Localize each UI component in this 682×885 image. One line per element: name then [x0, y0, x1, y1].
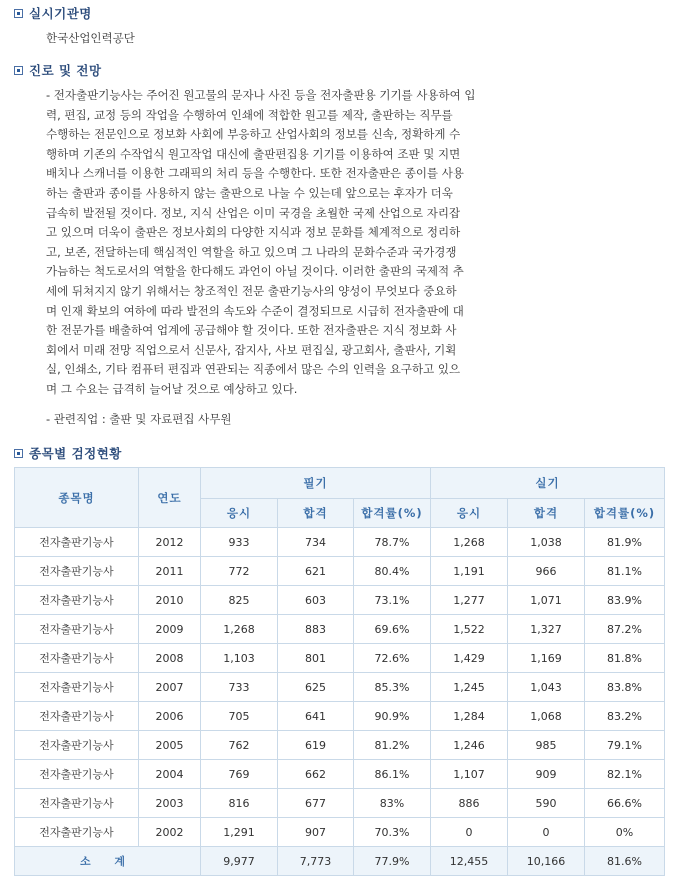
cell-name: 전자출판기능사 [15, 789, 139, 818]
cell-written-rate: 86.1% [354, 760, 431, 789]
career-text-line: 력, 편집, 교정 등의 작업을 수행하여 인쇄에 적합한 원고를 제작, 출판하는 직무를 [46, 107, 453, 122]
header-written: 필기 [201, 468, 431, 499]
cell-practical-rate: 81.8% [585, 644, 665, 673]
cell-practical-rate: 79.1% [585, 731, 665, 760]
cell-practical-passed: 1,068 [508, 702, 585, 731]
cell-year: 2012 [139, 528, 201, 557]
cell-practical-passed: 909 [508, 760, 585, 789]
total-row [15, 847, 665, 876]
cell-written-rate: 90.9% [354, 702, 431, 731]
cell-practical-applicants: 1,191 [431, 557, 508, 586]
cell-written-rate: 83% [354, 789, 431, 818]
career-text-line: 고 있으며 더욱이 출판은 정보사회의 다양한 지식과 정보 문화를 체계적으로 정리하 [46, 225, 461, 240]
cell-year: 2005 [139, 731, 201, 760]
exam-stats-table [14, 467, 665, 876]
header-practical-applicants: 응시 [431, 499, 508, 528]
career-text-line: - 전자출판기능사는 주어진 원고물의 문자나 사진 등을 전자출판용 기기를 사용하여 입 [46, 88, 476, 102]
cell-name: 전자출판기능사 [15, 702, 139, 731]
cell-practical-passed: 590 [508, 789, 585, 818]
total-practical-applicants: 12,455 [431, 847, 508, 876]
cell-practical-passed: 1,327 [508, 615, 585, 644]
cell-practical-applicants: 1,277 [431, 586, 508, 615]
header-written-rate: 합격률(%) [354, 499, 431, 528]
institution-heading [14, 4, 92, 22]
cell-practical-rate: 83.2% [585, 702, 665, 731]
square-bullet-icon [14, 66, 23, 75]
cell-year: 2007 [139, 673, 201, 702]
cell-written-applicants: 733 [201, 673, 278, 702]
cell-practical-passed: 1,038 [508, 528, 585, 557]
cell-written-rate: 85.3% [354, 673, 431, 702]
cell-name: 전자출판기능사 [15, 673, 139, 702]
cell-practical-applicants: 1,284 [431, 702, 508, 731]
cell-written-rate: 72.6% [354, 644, 431, 673]
cell-written-rate: 70.3% [354, 818, 431, 847]
career-text-line: 수행하는 전문인으로 정보화 사회에 부응하고 산업사회의 정보를 신속, 정확하게 수 [46, 127, 461, 142]
square-bullet-icon [14, 9, 23, 18]
cell-practical-passed: 1,071 [508, 586, 585, 615]
career-text-line: 가늠하는 척도로서의 역할을 한다해도 과언이 아닐 것이다. 이러한 출판의 국제적 추 [46, 264, 464, 279]
total-label: 소 계 [15, 847, 201, 876]
cell-name: 전자출판기능사 [15, 557, 139, 586]
career-text-line: 한 전문가를 배출하여 업계에 공급해야 할 것이다. 또한 전자출판은 지식 정보화 사 [46, 323, 457, 338]
cell-written-applicants: 933 [201, 528, 278, 557]
cell-year: 2002 [139, 818, 201, 847]
table-row [15, 557, 665, 586]
cell-practical-rate: 81.1% [585, 557, 665, 586]
cell-year: 2009 [139, 615, 201, 644]
table-row [15, 528, 665, 557]
career-text-line: 행하며 기존의 수작업식 원고작업 대신에 출판편집용 기기를 이용하여 조판 및 지면 [46, 146, 461, 161]
cell-written-passed: 603 [278, 586, 354, 615]
cell-written-applicants: 816 [201, 789, 278, 818]
cell-written-passed: 641 [278, 702, 354, 731]
cell-practical-rate: 81.9% [585, 528, 665, 557]
cell-written-passed: 621 [278, 557, 354, 586]
cell-written-applicants: 825 [201, 586, 278, 615]
cell-practical-rate: 82.1% [585, 760, 665, 789]
cell-year: 2006 [139, 702, 201, 731]
cell-practical-applicants: 1,429 [431, 644, 508, 673]
stats-heading-text: 종목별 검정현황 [29, 446, 122, 461]
career-text-line: 며 인재 확보의 여하에 따라 발전의 속도와 수준이 결정되므로 시급히 전자출판에 대 [46, 303, 464, 318]
cell-practical-applicants: 1,246 [431, 731, 508, 760]
career-text-line: 세에 뒤쳐지지 않기 위해서는 창조적인 전문 출판기능사의 양성이 무엇보다 중요하 [46, 283, 457, 298]
cell-practical-passed: 985 [508, 731, 585, 760]
cell-practical-rate: 87.2% [585, 615, 665, 644]
cell-year: 2011 [139, 557, 201, 586]
cell-practical-passed: 0 [508, 818, 585, 847]
total-written-applicants: 9,977 [201, 847, 278, 876]
cell-name: 전자출판기능사 [15, 615, 139, 644]
cell-name: 전자출판기능사 [15, 818, 139, 847]
cell-practical-rate: 0% [585, 818, 665, 847]
total-practical-rate: 81.6% [585, 847, 665, 876]
table-row [15, 615, 665, 644]
header-written-applicants: 응시 [201, 499, 278, 528]
header-written-passed: 합격 [278, 499, 354, 528]
header-practical-rate: 합격률(%) [585, 499, 665, 528]
cell-written-applicants: 1,291 [201, 818, 278, 847]
career-text-line: 회에서 미래 전망 직업으로서 신문사, 잡지사, 사보 편집실, 광고회사, 출판사, 기획 [46, 342, 457, 357]
cell-written-passed: 662 [278, 760, 354, 789]
cell-written-passed: 625 [278, 673, 354, 702]
career-text-line: 하는 출판과 종이를 사용하지 않는 출판으로 나눌 수 있는데 앞으로는 후자가 더욱 [46, 185, 453, 200]
cell-written-applicants: 762 [201, 731, 278, 760]
institution-name: 한국산업인력공단 [46, 31, 135, 45]
total-written-rate: 77.9% [354, 847, 431, 876]
cell-written-applicants: 769 [201, 760, 278, 789]
total-practical-passed: 10,166 [508, 847, 585, 876]
cell-practical-rate: 66.6% [585, 789, 665, 818]
cell-written-passed: 907 [278, 818, 354, 847]
cell-practical-applicants: 1,107 [431, 760, 508, 789]
career-text-line: 며 그 수요는 급격히 늘어날 것으로 예상하고 있다. [46, 381, 298, 396]
cell-written-applicants: 772 [201, 557, 278, 586]
table-row [15, 789, 665, 818]
cell-practical-applicants: 0 [431, 818, 508, 847]
cell-written-passed: 801 [278, 644, 354, 673]
cell-name: 전자출판기능사 [15, 731, 139, 760]
header-year: 연도 [139, 468, 201, 528]
cell-year: 2004 [139, 760, 201, 789]
cell-written-passed: 883 [278, 615, 354, 644]
cell-practical-applicants: 886 [431, 789, 508, 818]
cell-name: 전자출판기능사 [15, 528, 139, 557]
career-description [46, 86, 516, 400]
cell-written-rate: 73.1% [354, 586, 431, 615]
institution-heading-text: 실시기관명 [29, 6, 92, 21]
related-jobs: - 관련직업 : 출판 및 자료편집 사무원 [46, 412, 232, 426]
cell-written-passed: 734 [278, 528, 354, 557]
cell-written-applicants: 1,268 [201, 615, 278, 644]
table-row [15, 760, 665, 789]
cell-written-applicants: 705 [201, 702, 278, 731]
cell-written-rate: 78.7% [354, 528, 431, 557]
career-text-line: 배치나 스캐너를 이용한 그래픽의 처리 등을 수행한다. 또한 전자출판은 종이를 사용 [46, 166, 464, 181]
cell-name: 전자출판기능사 [15, 586, 139, 615]
stats-heading [14, 444, 122, 462]
table-row [15, 673, 665, 702]
table-row [15, 586, 665, 615]
cell-name: 전자출판기능사 [15, 644, 139, 673]
header-practical-passed: 합격 [508, 499, 585, 528]
table-row [15, 731, 665, 760]
header-practical: 실기 [431, 468, 665, 499]
cell-practical-passed: 1,043 [508, 673, 585, 702]
cell-year: 2010 [139, 586, 201, 615]
cell-practical-applicants: 1,245 [431, 673, 508, 702]
table-row [15, 702, 665, 731]
cell-practical-rate: 83.9% [585, 586, 665, 615]
career-heading [14, 61, 102, 79]
header-name: 종목명 [15, 468, 139, 528]
cell-practical-applicants: 1,268 [431, 528, 508, 557]
career-text-line: 급속히 발전될 것이다. 정보, 지식 산업은 이미 국경을 초월한 국제 산업으로 자리잡 [46, 205, 461, 220]
cell-written-passed: 677 [278, 789, 354, 818]
cell-year: 2008 [139, 644, 201, 673]
cell-year: 2003 [139, 789, 201, 818]
table-row [15, 644, 665, 673]
career-text-line: 실, 인쇄소, 기타 컴퓨터 편집과 연관되는 직종에서 많은 수의 인력을 요구하고 있으 [46, 362, 461, 377]
square-bullet-icon [14, 449, 23, 458]
cell-written-rate: 80.4% [354, 557, 431, 586]
cell-practical-applicants: 1,522 [431, 615, 508, 644]
cell-written-applicants: 1,103 [201, 644, 278, 673]
cell-name: 전자출판기능사 [15, 760, 139, 789]
cell-practical-passed: 966 [508, 557, 585, 586]
cell-written-rate: 81.2% [354, 731, 431, 760]
career-heading-text: 진로 및 전망 [29, 63, 102, 78]
cell-written-passed: 619 [278, 731, 354, 760]
career-text-line: 고, 보존, 전달하는데 핵심적인 역할을 하고 있으며 그 나라의 문화수준과 국가경쟁 [46, 244, 457, 259]
table-row [15, 818, 665, 847]
cell-practical-passed: 1,169 [508, 644, 585, 673]
total-written-passed: 7,773 [278, 847, 354, 876]
cell-practical-rate: 83.8% [585, 673, 665, 702]
cell-written-rate: 69.6% [354, 615, 431, 644]
